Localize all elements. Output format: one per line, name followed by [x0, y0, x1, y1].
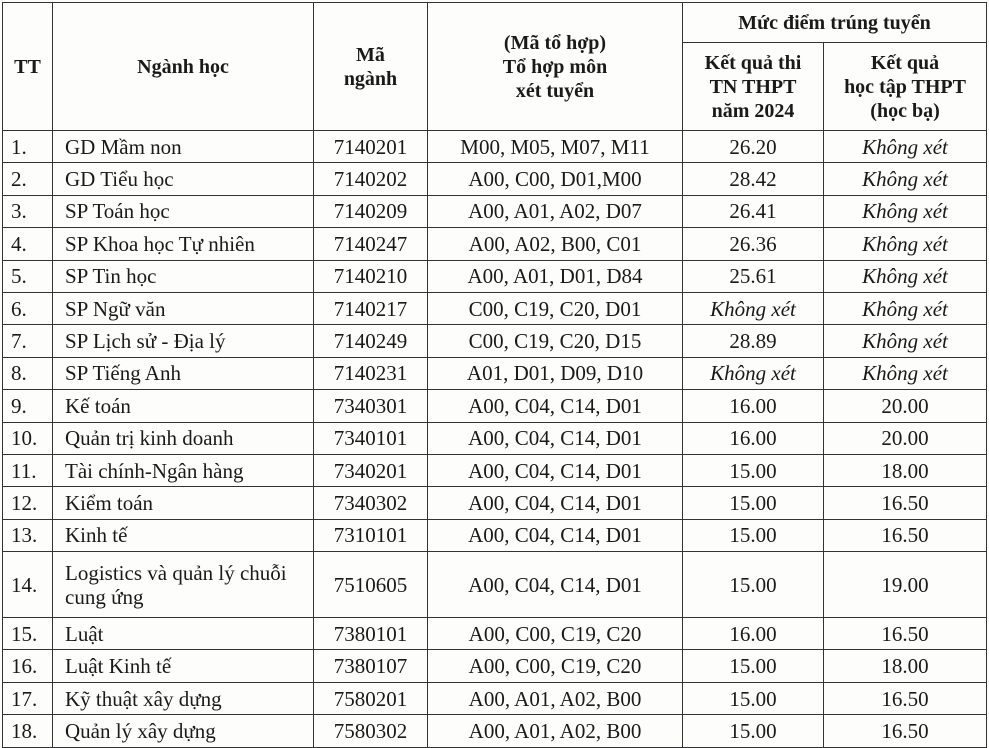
- row-number: 11.: [3, 454, 53, 486]
- major-code: 7140247: [314, 228, 428, 260]
- row-number: 18.: [3, 715, 53, 747]
- table-row: [3, 390, 987, 422]
- transcript-score: Không xét: [824, 325, 987, 357]
- table-row: [3, 454, 987, 486]
- header-code-line: ngành: [343, 67, 398, 90]
- header-code-line: Mã: [356, 43, 385, 66]
- exam-score: Không xét: [683, 357, 824, 389]
- subject-combination: A00, C04, C14, D01: [428, 422, 683, 454]
- major-name: SP Tiếng Anh: [53, 357, 314, 389]
- major-name: Quản lý xây dựng: [53, 715, 314, 747]
- major-code: 7140201: [314, 131, 428, 163]
- exam-score: 25.61: [683, 260, 824, 292]
- header-combo-line: (Mã tổ hợp): [503, 31, 607, 54]
- major-code: 7140217: [314, 292, 428, 324]
- table-row: [3, 715, 987, 747]
- major-name: Kỹ thuật xây dựng: [53, 682, 314, 714]
- subject-combination: A00, A02, B00, C01: [428, 228, 683, 260]
- transcript-score: 20.00: [824, 390, 987, 422]
- header-transcript-line: Kết quả: [870, 51, 940, 74]
- subject-combination: A00, C04, C14, D01: [428, 552, 683, 618]
- major-name: Kinh tế: [53, 519, 314, 551]
- transcript-score: 18.00: [824, 454, 987, 486]
- exam-score: 16.00: [683, 618, 824, 650]
- major-code: 7140249: [314, 325, 428, 357]
- major-code: 7140210: [314, 260, 428, 292]
- major-name: Tài chính-Ngân hàng: [53, 454, 314, 486]
- exam-score: 15.00: [683, 519, 824, 551]
- table-row: [3, 357, 987, 389]
- transcript-score: 19.00: [824, 552, 987, 618]
- exam-score: 15.00: [683, 715, 824, 747]
- header-exam-line: Kết quả thi: [704, 51, 802, 74]
- subject-combination: M00, M05, M07, M11: [428, 131, 683, 163]
- header-score-group: Mức điểm trúng tuyển: [683, 3, 987, 43]
- table-row: [3, 552, 987, 618]
- header-major: Ngành học: [53, 3, 314, 131]
- transcript-score: 16.50: [824, 618, 987, 650]
- major-code: 7340301: [314, 390, 428, 422]
- table-row: [3, 650, 987, 682]
- header-combo-line: xét tuyển: [515, 79, 595, 102]
- transcript-score: Không xét: [824, 357, 987, 389]
- row-number: 15.: [3, 618, 53, 650]
- major-name: GD Mầm non: [53, 131, 314, 163]
- transcript-score: 16.50: [824, 487, 987, 519]
- exam-score: 15.00: [683, 682, 824, 714]
- table-row: [3, 618, 987, 650]
- exam-score: 16.00: [683, 390, 824, 422]
- major-code: 7340302: [314, 487, 428, 519]
- row-number: 10.: [3, 422, 53, 454]
- row-number: 17.: [3, 682, 53, 714]
- row-number: 2.: [3, 163, 53, 195]
- header-combo: [428, 3, 683, 131]
- major-name: Luật: [53, 618, 314, 650]
- row-number: 6.: [3, 292, 53, 324]
- major-code: 7340201: [314, 454, 428, 486]
- major-name: Logistics và quản lý chuỗi cung ứng: [53, 552, 314, 618]
- exam-score: 26.36: [683, 228, 824, 260]
- header-combo-line: Tổ hợp môn: [502, 55, 608, 78]
- exam-score: Không xét: [683, 292, 824, 324]
- table-row: [3, 228, 987, 260]
- header-tt: TT: [3, 3, 53, 131]
- subject-combination: A00, C00, D01,M00: [428, 163, 683, 195]
- row-number: 13.: [3, 519, 53, 551]
- major-code: 7140231: [314, 357, 428, 389]
- major-name: SP Khoa học Tự nhiên: [53, 228, 314, 260]
- transcript-score: 16.50: [824, 682, 987, 714]
- subject-combination: A00, C04, C14, D01: [428, 519, 683, 551]
- transcript-score: Không xét: [824, 163, 987, 195]
- major-code: 7580302: [314, 715, 428, 747]
- subject-combination: A00, A01, A02, B00: [428, 715, 683, 747]
- subject-combination: A00, C00, C19, C20: [428, 618, 683, 650]
- header-code: [314, 3, 428, 131]
- major-code: 7140202: [314, 163, 428, 195]
- major-name: SP Ngữ văn: [53, 292, 314, 324]
- row-number: 5.: [3, 260, 53, 292]
- exam-score: 26.41: [683, 195, 824, 227]
- transcript-score: 16.50: [824, 519, 987, 551]
- exam-score: 28.42: [683, 163, 824, 195]
- row-number: 8.: [3, 357, 53, 389]
- major-name: SP Lịch sử - Địa lý: [53, 325, 314, 357]
- subject-combination: A00, A01, D01, D84: [428, 260, 683, 292]
- subject-combination: A00, A01, A02, B00: [428, 682, 683, 714]
- major-name: Kế toán: [53, 390, 314, 422]
- header-exam-line: năm 2024: [711, 99, 795, 122]
- subject-combination: A00, C04, C14, D01: [428, 454, 683, 486]
- transcript-score: 18.00: [824, 650, 987, 682]
- table-row: [3, 292, 987, 324]
- row-number: 4.: [3, 228, 53, 260]
- table-row: [3, 519, 987, 551]
- exam-score: 28.89: [683, 325, 824, 357]
- table-body: [3, 131, 987, 748]
- major-name: Kiểm toán: [53, 487, 314, 519]
- exam-score: 26.20: [683, 131, 824, 163]
- table-row: [3, 422, 987, 454]
- row-number: 3.: [3, 195, 53, 227]
- table-row: [3, 487, 987, 519]
- subject-combination: A00, C04, C14, D01: [428, 390, 683, 422]
- table-row: [3, 682, 987, 714]
- major-code: 7340101: [314, 422, 428, 454]
- subject-combination: A00, C04, C14, D01: [428, 487, 683, 519]
- row-number: 12.: [3, 487, 53, 519]
- transcript-score: Không xét: [824, 292, 987, 324]
- header-transcript-line: (học bạ): [870, 99, 940, 122]
- subject-combination: A01, D01, D09, D10: [428, 357, 683, 389]
- header-exam-line: TN THPT: [709, 75, 797, 98]
- major-name: SP Tin học: [53, 260, 314, 292]
- table-row: [3, 163, 987, 195]
- major-code: 7580201: [314, 682, 428, 714]
- row-number: 7.: [3, 325, 53, 357]
- subject-combination: A00, C00, C19, C20: [428, 650, 683, 682]
- subject-combination: A00, A01, A02, D07: [428, 195, 683, 227]
- row-number: 14.: [3, 552, 53, 618]
- row-number: 9.: [3, 390, 53, 422]
- major-code: 7140209: [314, 195, 428, 227]
- exam-score: 15.00: [683, 487, 824, 519]
- transcript-score: 20.00: [824, 422, 987, 454]
- header-exam-score: [683, 43, 824, 131]
- exam-score: 15.00: [683, 552, 824, 618]
- header-transcript-line: học tập THPT: [844, 75, 966, 98]
- transcript-score: Không xét: [824, 228, 987, 260]
- exam-score: 15.00: [683, 454, 824, 486]
- transcript-score: Không xét: [824, 195, 987, 227]
- row-number: 1.: [3, 131, 53, 163]
- transcript-score: 16.50: [824, 715, 987, 747]
- table-row: [3, 325, 987, 357]
- major-code: 7380107: [314, 650, 428, 682]
- major-name: Luật Kinh tế: [53, 650, 314, 682]
- transcript-score: Không xét: [824, 260, 987, 292]
- header-transcript-score: [824, 43, 987, 131]
- row-number: 16.: [3, 650, 53, 682]
- major-name: SP Toán học: [53, 195, 314, 227]
- table-row: [3, 260, 987, 292]
- exam-score: 15.00: [683, 650, 824, 682]
- subject-combination: C00, C19, C20, D01: [428, 292, 683, 324]
- exam-score: 16.00: [683, 422, 824, 454]
- major-code: 7380101: [314, 618, 428, 650]
- transcript-score: Không xét: [824, 131, 987, 163]
- major-code: 7510605: [314, 552, 428, 618]
- table-row: [3, 131, 987, 163]
- admission-scores-table: [2, 2, 987, 748]
- major-name: Quản trị kinh doanh: [53, 422, 314, 454]
- major-code: 7310101: [314, 519, 428, 551]
- subject-combination: C00, C19, C20, D15: [428, 325, 683, 357]
- table-row: [3, 195, 987, 227]
- major-name: GD Tiểu học: [53, 163, 314, 195]
